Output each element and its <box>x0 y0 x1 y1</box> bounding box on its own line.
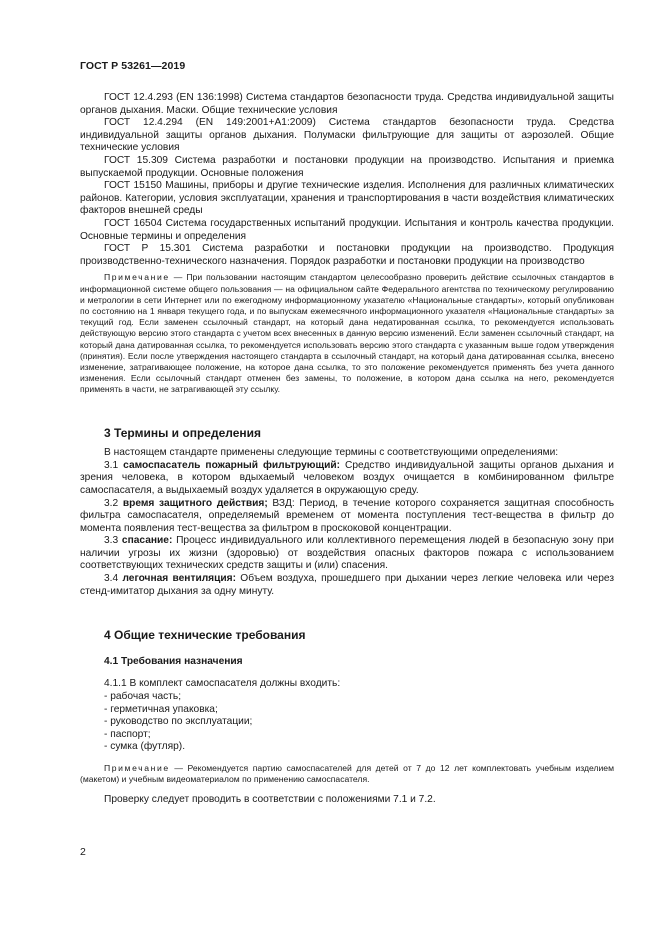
term-definition <box>80 498 614 536</box>
term-text: Процесс индивидуального или коллективного перемещения людей в безопасную зону при наличии угрозы их жизни (здоровью) от воздействия опасных факторов пожара с использованием соответствующих технических средств защиты и (или) спасения. <box>80 535 614 572</box>
item-4-1-1: 4.1.1 В комплект самоспасателя должны входить: <box>104 678 341 690</box>
section-4-heading: 4 Общие технические требования <box>104 628 306 643</box>
page-content <box>80 92 614 807</box>
term-definition <box>80 460 614 498</box>
references-note <box>80 272 614 395</box>
note-text: — При пользовании настоящим стандартом целесообразно проверить действие ссылочных стандартов в информационной системе общего пользования — на официальном сайте Федерального агентства по техническому регулированию и метрологии в сети Интернет или по ежегодному информационному указателю «Национальные стандарты», который опубликован по состоянию на 1 января текущего года, и по выпускам ежемесячного информационного указателя «Национальные стандарты» за текущий год. Если заменен ссылочный стандарт, на который дана недатированная ссылка, то рекомендуется использовать действующую версию этого стандарта с учетом всех внесенных в данную версию изменений. Если заменен ссылочный стандарт, на который дана датированная ссылка, то рекомендуется использовать версию этого стандарта с указанным выше годом утверждения (принятия). Если после утверждения настоящего стандарта в ссылочный стандарт, на который дана датированная ссылка, внесено изменение, затрагивающее положение, на которое дана ссылка, то это положение рекомендуется применять без учета данного изменения. Если ссылочный стандарт отменен без замены, то положение, в котором дана ссылка на него, рекомендуется применять в части, не затрагивающей эту ссылку. <box>80 272 614 395</box>
reference-item: ГОСТ 15150 Машины, приборы и другие технические изделия. Исполнения для различных климатических районов. Категории, условия эксплуатации, хранения и транспортирования в части воздействия климатических факторов внешней среды <box>80 180 614 217</box>
term-name: спасание: <box>121 535 173 547</box>
term-number: 3.4 <box>104 573 123 585</box>
check-statement: Проверку следует проводить в соответствии с положениями 7.1 и 7.2. <box>104 794 436 806</box>
section-3-heading: 3 Термины и определения <box>104 425 262 440</box>
term-text: Объем воздуха, прошедшего при дыхании через легкие человека или через стенд-имитатор дыхания за одну минуту. <box>80 573 614 597</box>
term-text: Средство индивидуальной защиты органов дыхания и зрения человека, в котором вдыхаемый человеком воздух очищается в комбинированном фильтре самоспасателя, а выдыхаемый воздух удаляется в окружающую среду. <box>80 459 614 496</box>
section-3-intro: В настоящем стандарте применены следующие термины с соответствующими определениями: <box>104 447 559 459</box>
list-item: - паспорт; <box>104 728 151 740</box>
list-item: - герметичная упаковка; <box>104 703 218 715</box>
term-name: самоспасатель пожарный фильтрующий: <box>123 459 340 471</box>
reference-item: ГОСТ 15.309 Система разработки и постановки продукции на производство. Испытания и приемка выпускаемой продукции. Основные положения <box>80 154 614 179</box>
term-definition <box>80 535 614 573</box>
page-number: 2 <box>80 846 86 858</box>
note-text: — Рекомендуется партию самоспасателей для детей от 7 до 12 лет комплектовать учебным изделием (макетом) и учебным видеоматериалом по применению самоспасателя. <box>80 763 614 785</box>
list-item: - сумка (футляр). <box>104 741 186 753</box>
term-number: 3.3 <box>104 535 122 547</box>
term-name: время защитного действия; <box>122 497 268 509</box>
term-number: 3.1 <box>104 459 124 471</box>
term-text: ВЗД: Период, в течение которого сохраняется защитная способность фильтра самоспасателя, определяемый временем от момента поступления тест-вещества в фильтр до момента появления тест-вещества за фильтром в проскоковой концентрации. <box>80 497 614 534</box>
reference-item: ГОСТ 16504 Система государственных испытаний продукции. Испытания и контроль качества продукции. Основные термины и определения <box>80 217 614 242</box>
kit-note <box>80 763 614 785</box>
kit-list <box>80 691 614 754</box>
reference-item: ГОСТ Р 15.301 Система разработки и постановки продукции на производство. Продукция производственно-технического назначения. Порядок разработки и постановки продукции на производство <box>80 243 614 267</box>
subsection-4-1-heading: 4.1 Требования назначения <box>104 655 243 667</box>
note-label: Примечание <box>104 272 170 283</box>
note-label: Примечание <box>104 763 170 774</box>
reference-item: ГОСТ 12.4.293 (EN 136:1998) Система стандартов безопасности труда. Средства индивидуальной защиты органов дыхания. Маски. Общие технические условия <box>80 92 614 116</box>
document-header: ГОСТ Р 53261—2019 <box>80 60 186 72</box>
list-item: - руководство по эксплуатации; <box>104 716 253 728</box>
reference-item: ГОСТ 12.4.294 (EN 149:2001+A1:2009) Система стандартов безопасности труда. Средства индивидуальной защиты органов дыхания. Полумаски фильтрующие для защиты от аэрозолей. Общие технические условия <box>80 117 614 154</box>
term-name: легочная вентиляция: <box>122 573 236 585</box>
term-definition <box>80 573 614 598</box>
list-item: - рабочая часть; <box>104 691 182 703</box>
term-number: 3.2 <box>104 497 123 509</box>
